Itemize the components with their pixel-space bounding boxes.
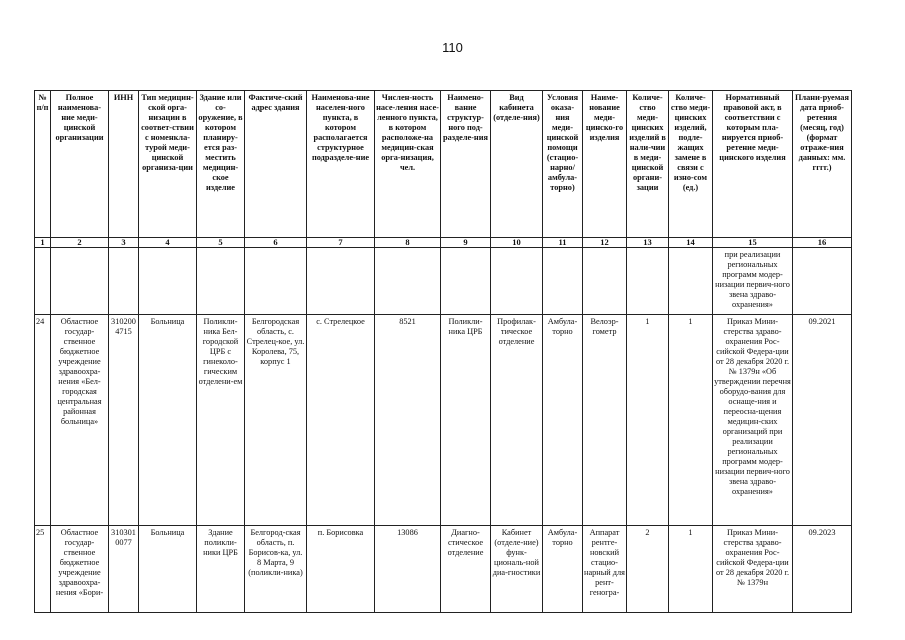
column-number: 8: [375, 238, 441, 248]
header-cell: ИНН: [109, 91, 139, 238]
conditions: Амбула-торно: [543, 315, 583, 526]
header-cell: Здание или со-оружение, в котором планиру-ется раз-местить медицин-ское изделие: [197, 91, 245, 238]
continuation-row: [35, 248, 852, 315]
address: Белгород-ская область, п. Борисов-ка, ул. 8 Марта, 9 (поликли-ника): [245, 526, 307, 613]
header-cell: Плани-руемая дата приоб-ретения (месяц, год) (формат отраже-ния данных: мм. гггг.): [793, 91, 852, 238]
column-number: 4: [139, 238, 197, 248]
inn: 3103010077: [109, 526, 139, 613]
row-number: 25: [35, 526, 51, 613]
header-cell: Полное наименова-ние меди-цинской организации: [51, 91, 109, 238]
building: Поликли-ника Бел-городской ЦРБ с гинеколо-гическим отделени-ем: [197, 315, 245, 526]
column-number: 13: [627, 238, 669, 248]
column-number: 7: [307, 238, 375, 248]
population: 13086: [375, 526, 441, 613]
column-number: 14: [669, 238, 713, 248]
table-row: [35, 526, 852, 613]
conditions: Амбула-торно: [543, 526, 583, 613]
column-number: 15: [713, 238, 793, 248]
legal-act: Приказ Мини-стерства здраво-охранения Рос-сийской Федера-ции от 28 декабря 2020 г. № 1379н: [713, 526, 793, 613]
population: 8521: [375, 315, 441, 526]
header-cell: Тип медицин-ской орга-низации в соответ-ствии с номенкла-турой меди-цинской организа-ции: [139, 91, 197, 238]
table-row: [35, 315, 852, 526]
continuation-text: при реализации региональных программ модер-низации первич-ного звена здраво-охранения»: [713, 248, 793, 315]
qty-have: 1: [627, 315, 669, 526]
header-cell: Вид кабинета (отделе-ния): [491, 91, 543, 238]
table-header-row: [35, 91, 852, 238]
subdivision: Поликли-ника ЦРБ: [441, 315, 491, 526]
header-cell: Наименова-ние населен-ного пункта, в котором располагается структурное подразделе-ние: [307, 91, 375, 238]
column-number: 6: [245, 238, 307, 248]
header-cell: Фактиче-ский адрес здания: [245, 91, 307, 238]
org-name: Областное государ-ственное бюджетное учреждение здравоохра-нения «Бори-: [51, 526, 109, 613]
org-type: Больница: [139, 526, 197, 613]
inn: 3102004715: [109, 315, 139, 526]
legal-act: Приказ Мини-стерства здраво-охранения Рос-сийской Федера-ции от 28 декабря 2020 г. № 1379н «Об утверждении перечня оборудо-вания для оснаще-ния и переосна-щения медицин-ских организаций при реализации региональных программ модер-низации первич-ного звена здраво-охранения»: [713, 315, 793, 526]
qty-replace: 1: [669, 526, 713, 613]
column-number: 10: [491, 238, 543, 248]
column-number: 12: [583, 238, 627, 248]
org-name: Областное государ-ственное бюджетное учреждение здравоохра-нения «Бел-городская центральная районная больница»: [51, 315, 109, 526]
column-number: 5: [197, 238, 245, 248]
device: Велоэр-гометр: [583, 315, 627, 526]
address: Белгородская область, с. Стрелец-кое, ул. Королева, 75, корпус 1: [245, 315, 307, 526]
purchase-date: 09.2021: [793, 315, 852, 526]
header-cell: № п/п: [35, 91, 51, 238]
purchase-date: 09.2023: [793, 526, 852, 613]
column-number: 3: [109, 238, 139, 248]
cabinet: Профилак-тическое отделение: [491, 315, 543, 526]
column-number: 2: [51, 238, 109, 248]
column-number: 16: [793, 238, 852, 248]
page-number: 110: [442, 40, 463, 55]
header-cell: Количе-ство меди-цинских изделий, подле-жащих замене в связи с изно-сом (ед.): [669, 91, 713, 238]
locality: п. Борисовка: [307, 526, 375, 613]
locality: с. Стрелецкое: [307, 315, 375, 526]
subdivision: Диагно-стическое отделение: [441, 526, 491, 613]
row-number: 24: [35, 315, 51, 526]
header-cell: Количе-ство меди-цинских изделий в нали-чии в меди-цинской органи-зации: [627, 91, 669, 238]
header-cell: Наимено-вание структур-ного под-разделе-ния: [441, 91, 491, 238]
column-number: 1: [35, 238, 51, 248]
header-cell: Условия оказа-ния меди-цинской помощи (стацио-нарно/ амбула-торно): [543, 91, 583, 238]
cabinet: Кабинет (отделе-ние) функ-циональ-ной диа-гностики: [491, 526, 543, 613]
equipment-table: [34, 90, 852, 613]
header-cell: Наиме-нование меди-цинско-го изделия: [583, 91, 627, 238]
header-cell: Нормативный правовой акт, в соответствии с которым пла-нируется приоб-ретение меди-цинского изделия: [713, 91, 793, 238]
org-type: Больница: [139, 315, 197, 526]
column-number-row: [35, 238, 852, 248]
header-cell: Числен-ность насе-ления насе-ленного пункта, в котором расположе-на медицин-ская орга-низация, чел.: [375, 91, 441, 238]
building: Здание поликли-ники ЦРБ: [197, 526, 245, 613]
device: Аппарат рентге-новский стацио-нарный для рент-геногра-: [583, 526, 627, 613]
column-number: 11: [543, 238, 583, 248]
qty-have: 2: [627, 526, 669, 613]
qty-replace: 1: [669, 315, 713, 526]
column-number: 9: [441, 238, 491, 248]
